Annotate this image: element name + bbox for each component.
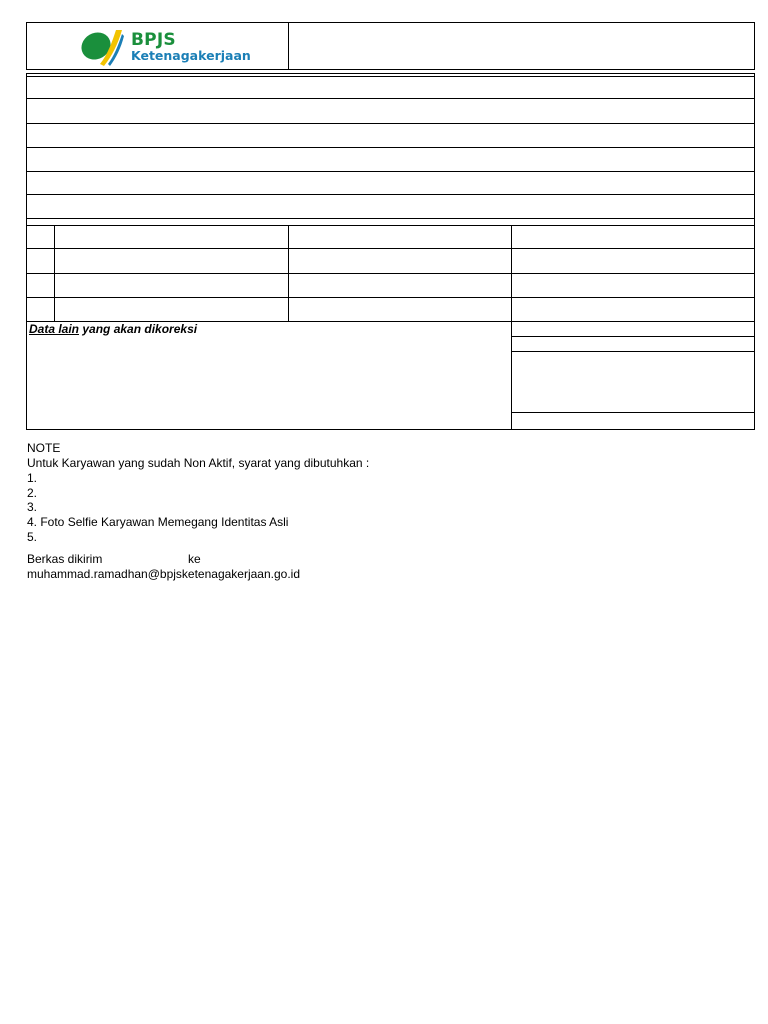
form-row-line [26,76,755,77]
sent-prefix: Berkas dikirim [27,552,103,566]
correction-label-rest: yang akan dikoreksi [79,322,198,336]
bpjs-logo-mark-icon [78,26,128,68]
note-item: 5. [27,530,38,544]
sent-to: ke [188,552,201,566]
right-row-line [511,412,755,413]
form-row-line [26,218,755,219]
right-row-line [511,336,755,337]
correction-label-underlined: Data lain [29,322,80,336]
note-item: 4. Foto Selfie Karyawan Memegang Identitas Asli [27,515,289,529]
grid-col-line [511,225,512,430]
form-row-line [26,147,755,148]
note-item: 1. [27,471,38,485]
right-row-line [511,351,755,352]
form-row-line [26,225,755,226]
form-row-line [26,194,755,195]
email-address[interactable]: muhammad.ramadhan@bpjsketenagakerjaan.go.id [27,567,301,581]
note-intro: Untuk Karyawan yang sudah Non Aktif, syarat yang dibutuhkan : [27,456,370,470]
grid-col-line [54,225,55,321]
form-table [26,73,755,430]
header-divider [288,22,289,70]
grid-row-line [26,248,755,249]
form-row-line [26,123,755,124]
correction-label [29,322,197,336]
form-row-line [26,171,755,172]
grid-row-line [26,297,755,298]
grid-row-line [26,273,755,274]
note-item: 3. [27,500,38,514]
grid-col-line [288,225,289,321]
note-item: 2. [27,486,38,500]
note-heading: NOTE [27,441,61,455]
logo-subtitle: Ketenagakerjaan [131,48,251,63]
logo-brand: BPJS [131,30,176,50]
form-row-line [26,98,755,99]
